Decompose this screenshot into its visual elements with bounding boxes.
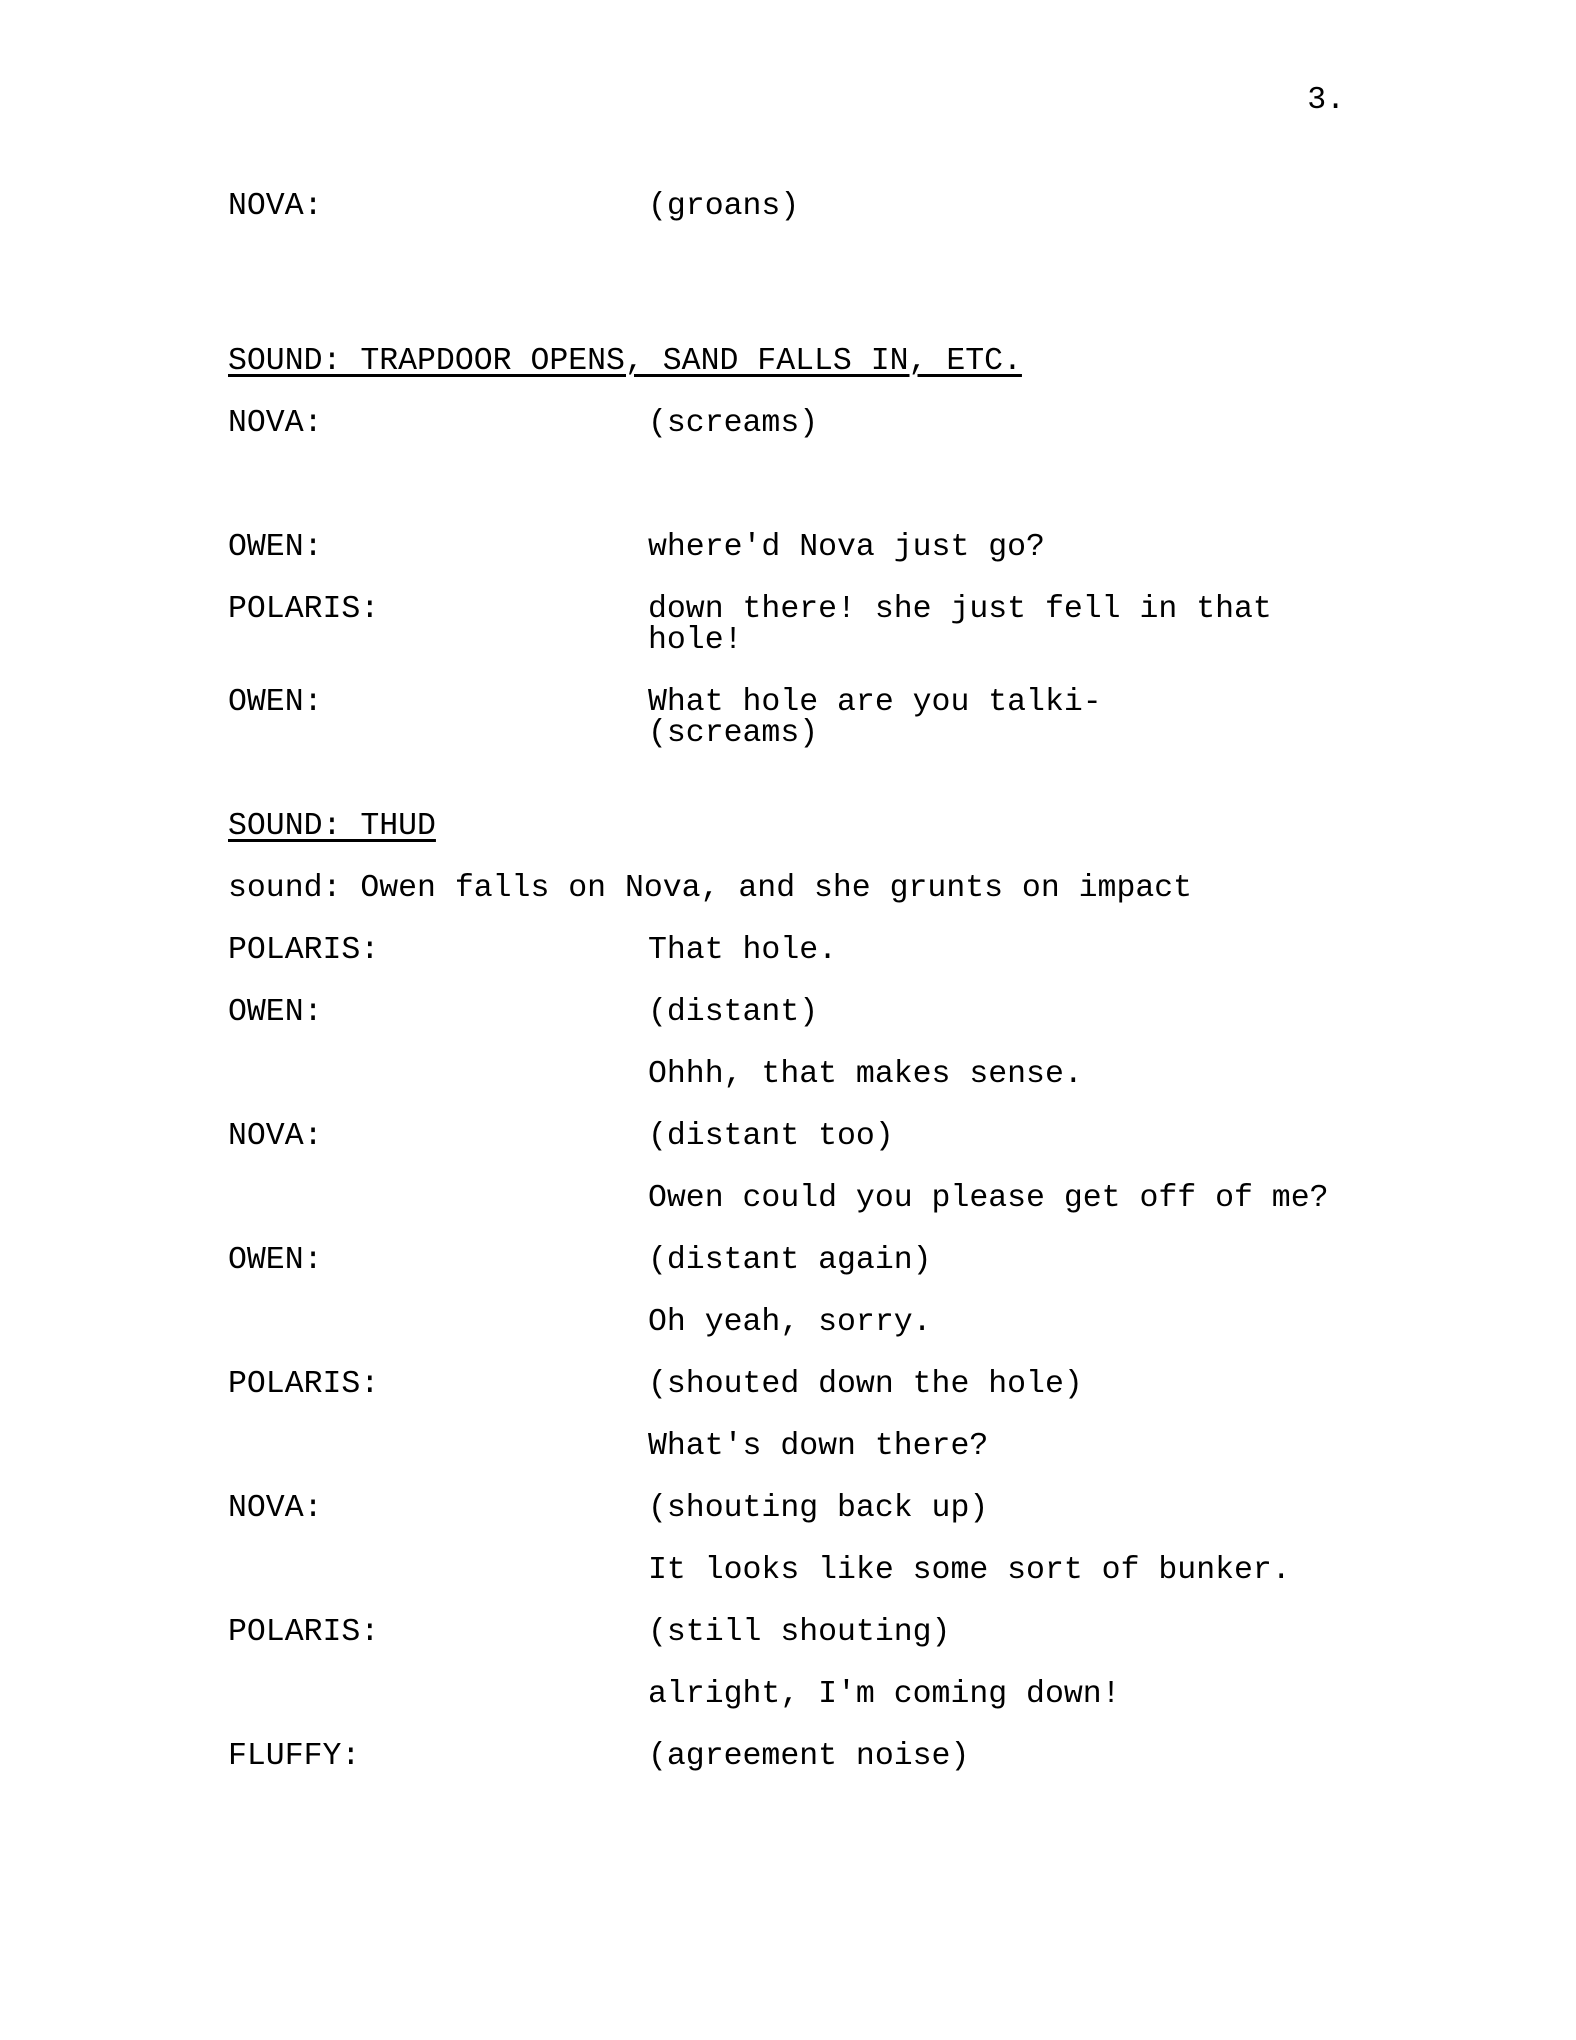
dialogue-line [0,1431,1576,1462]
dialogue-line [0,1059,1576,1090]
character-name: NOVA: [228,1119,323,1154]
dialogue-text: Oh yeah, sorry. [648,1305,932,1340]
dialogue-line [0,1617,1576,1648]
dialogue-text: That hole. [648,933,838,968]
character-name: NOVA: [228,406,323,441]
dialogue-text: (screams) [648,716,819,751]
dialogue-text: (groans) [648,189,800,224]
dialogue-line [0,191,1576,222]
dialogue-text: What's down there? [648,1429,989,1464]
dialogue-text: (agreement noise) [648,1739,970,1774]
dialogue-line [0,718,1576,749]
character-name: POLARIS: [228,933,380,968]
dialogue-line [0,687,1576,718]
dialogue-line [0,1121,1576,1152]
action-description: sound: Owen falls on Nova, and she grunts on impact [228,871,1193,906]
dialogue-line [0,594,1576,625]
dialogue-text: (shouting back up) [648,1491,989,1526]
dialogue-text: hole! [648,623,743,658]
dialogue-text: (distant again) [648,1243,932,1278]
character-name: NOVA: [228,189,323,224]
dialogue-text: Ohhh, that makes sense. [648,1057,1083,1092]
dialogue-line [0,1493,1576,1524]
dialogue-line [0,408,1576,439]
dialogue-line [0,625,1576,656]
dialogue-line [0,935,1576,966]
dialogue-text: (shouted down the hole) [648,1367,1083,1402]
character-name: OWEN: [228,995,323,1030]
dialogue-line [0,1307,1576,1338]
character-name: NOVA: [228,1491,323,1526]
character-name: POLARIS: [228,592,380,627]
dialogue-text: What hole are you talki- [648,685,1102,720]
dialogue-text: It looks like some sort of bunker. [648,1553,1291,1588]
dialogue-text: (distant too) [648,1119,894,1154]
dialogue-text: Owen could you please get off of me? [648,1181,1329,1216]
dialogue-line [0,1369,1576,1400]
sound-cue: SOUND: THUD [228,809,436,844]
character-name: POLARIS: [228,1615,380,1650]
dialogue-text: (still shouting) [648,1615,951,1650]
dialogue-text: down there! she just fell in that [648,592,1272,627]
dialogue-line [0,997,1576,1028]
character-name: FLUFFY: [228,1739,361,1774]
dialogue-text: alright, I'm coming down! [648,1677,1121,1712]
dialogue-line [0,1741,1576,1772]
character-name: OWEN: [228,530,323,565]
dialogue-text: where'd Nova just go? [648,530,1045,565]
sound-cue-line [0,811,1576,842]
dialogue-line [0,532,1576,563]
dialogue-line [0,1245,1576,1276]
dialogue-line [0,1679,1576,1710]
page-number: 3. [1307,83,1345,118]
dialogue-line [0,1183,1576,1214]
dialogue-text: (screams) [648,406,819,441]
character-name: POLARIS: [228,1367,380,1402]
dialogue-text: (distant) [648,995,819,1030]
sound-cue-line [0,873,1576,904]
character-name: OWEN: [228,1243,323,1278]
character-name: OWEN: [228,685,323,720]
sound-cue: SOUND: TRAPDOOR OPENS, SAND FALLS IN, ETC. [228,344,1022,379]
dialogue-line [0,1555,1576,1586]
sound-cue-line [0,346,1576,377]
